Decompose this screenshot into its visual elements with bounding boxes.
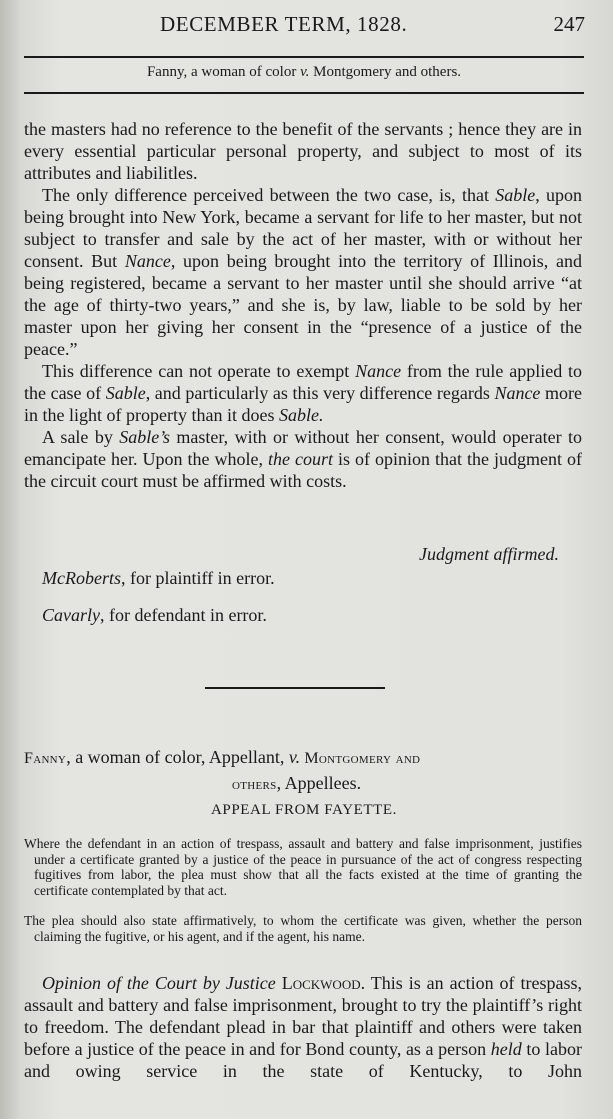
paragraph-2 (24, 184, 582, 360)
opinion-held: held (490, 1039, 522, 1059)
counsel-plaintiff-role: , for plaintiff in error. (120, 568, 275, 588)
case-caption (24, 64, 584, 81)
p2-text-b: , upon being brought into New York, became a servant for life to her master, but not subject to transfer and sale by the act of her master, with or without her consent. But (24, 185, 583, 271)
judgment-affirmed: Judgment affirmed. (419, 544, 559, 564)
syllabus-1 (24, 836, 582, 898)
p2-nance: Nance (124, 251, 171, 271)
counsel-defendant-role: , for defendant in error. (100, 605, 267, 625)
p4-text-c: is of opinion that the judgment of the circuit court must be affirmed with costs. (24, 449, 582, 491)
opinion-text-b: to labor and owing service in the state of Kentucky, to John (24, 1039, 582, 1081)
opinion-start (24, 972, 582, 1082)
p3-text-d: more in the light of property than it does (24, 383, 582, 425)
opinion-paragraph (24, 972, 582, 1082)
opinion-justice: Lockwood. (275, 973, 366, 993)
page-number: 247 (553, 12, 585, 36)
p3-sable-2: Sable. (278, 405, 324, 425)
p2-text-a: The only difference perceived between the two case, is, that (42, 185, 496, 205)
header-rule-bottom (24, 92, 584, 94)
p2-text-c: , upon being brought into the territory of Illinois, and being registered, became a servant to her master until she should arrive “at the age of thirty-two years,” and she is, by law, liable to be sold by her master upon her giving her consent in the “presence of a justice of the peace.” (24, 251, 582, 359)
p4-text-a: A sale by (42, 427, 120, 447)
syllabus-2 (24, 913, 582, 944)
p4-text-b: master, with or without her consent, would operater to emancipate her. Upon the whole, (24, 427, 582, 469)
caption-part2: Montgomery and others. (309, 64, 462, 80)
case-title-line2 (24, 771, 361, 797)
counsel-plaintiff-name: McRoberts (42, 568, 121, 588)
case-title (24, 745, 582, 797)
p3-text-b: from the rule applied to the case of (24, 361, 582, 403)
case-title-text-a: , a woman of color, Appellant, (66, 747, 289, 767)
syllabus-point-1: Where the defendant in an action of trespass, assault and battery and false imprisonment, justifies under a certificate granted by a justice of the peace in pursuance of the act of congress respecting fugitives from labor, the plea must show that all the facts existed at the time of granting the certificate contemplated by that act. (24, 836, 582, 898)
case-title-others: others (232, 776, 277, 793)
p3-nance-1: Nance (355, 361, 402, 381)
appeal-heading: APPEAL FROM FAYETTE. (210, 802, 398, 818)
case-title-text-b: , Appellees. (276, 773, 362, 793)
opinion-intro: Opinion of the Court by Justice (42, 973, 276, 993)
p3-nance-2: Nance (494, 383, 541, 403)
paragraph-4 (24, 426, 582, 492)
counsel-plaintiff (42, 568, 275, 589)
paragraph-1: the masters had no reference to the benefit of the servants ; hence they are in every essential particular personal property, and subject to most of its attributes and liabilitles. (24, 119, 582, 183)
opinion-continued (24, 118, 582, 492)
paragraph-3 (24, 360, 582, 426)
caption-part1: Fanny, a woman of color (146, 64, 301, 80)
case-title-montgomery: Montgomery and (300, 750, 421, 767)
p3-sable-1: Sable (105, 383, 146, 403)
counsel-defendant (42, 605, 267, 626)
case-title-versus: v. (288, 747, 301, 767)
running-head-title: DECEMBER TERM, 1828. (160, 12, 408, 36)
running-head (24, 10, 589, 44)
syllabus-point-2: The plea should also state affirmatively, to whom the certificate was given, whether the person claiming the fugitive, or his agent, and if the agent, his name. (24, 913, 582, 944)
p4-sables: Sable’s (119, 427, 170, 447)
caption-versus: v. (300, 64, 310, 80)
section-separator (205, 687, 385, 689)
p4-the-court: the court (267, 449, 333, 469)
counsel-defendant-name: Cavarly (42, 605, 100, 625)
header-rule-top (24, 56, 584, 58)
case-title-fanny: Fanny (24, 750, 67, 767)
p3-text-a: This difference can not operate to exempt (42, 361, 356, 381)
p2-sable: Sable (495, 185, 536, 205)
opinion-text-a: This is an action of trespass, assault and battery and false imprisonment, brought to try the plaintiff’s right to freedom. The defendant plead in bar that plaintiff and others were taken before a justice of the peace in and for Bond county, as a person (24, 973, 582, 1059)
p3-text-c: , and particularly as this very difference regards (145, 383, 495, 403)
